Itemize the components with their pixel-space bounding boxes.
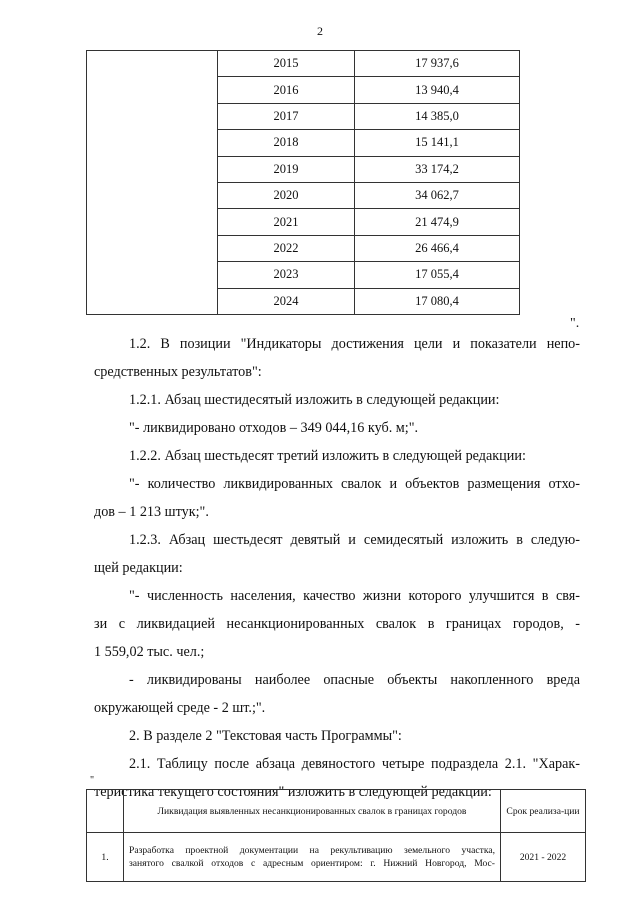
text-line: "- количество ликвидированных свалок и объектов размещения отхо- <box>129 476 580 492</box>
row-term-cell: 2021 - 2022 <box>501 833 586 882</box>
text-line: окружающей среде - 2 шт.;". <box>94 700 266 716</box>
text-line: 1.2.1. Абзац шестидесятый изложить в следующей редакции: <box>129 392 500 408</box>
text-line: теристика текущего состояния" изложить в следующей редакции: <box>94 784 492 800</box>
paragraph-1-2-2 <box>94 442 580 470</box>
blank-cell <box>87 51 218 315</box>
text-line: средственных результатов": <box>94 364 262 380</box>
value-cell: 26 466,4 <box>355 235 520 261</box>
text-line: - ликвидированы наиболее опасные объекты накопленного вреда <box>129 672 580 688</box>
value-cell: 34 062,7 <box>355 182 520 208</box>
years-table <box>86 50 520 315</box>
text-line: 1.2.3. Абзац шестьдесят девятый и семидесятый изложить в следую- <box>129 532 580 548</box>
quote-population <box>94 582 580 666</box>
year-cell: 2015 <box>218 51 355 77</box>
text-line: "- численность населения, качество жизни которого улучшится в свя- <box>129 588 580 604</box>
header-term-cell: Срок реализа-ции <box>501 790 586 833</box>
paragraph-1-2 <box>94 330 580 386</box>
dumps-table <box>86 789 586 882</box>
table-row <box>87 51 520 77</box>
year-cell: 2017 <box>218 103 355 129</box>
table-header-row <box>87 790 586 833</box>
page-number: 2 <box>317 24 323 38</box>
year-cell: 2016 <box>218 77 355 103</box>
text-line: 2.1. Таблицу после абзаца девяностого четыре подраздела 2.1. "Харак- <box>129 756 580 772</box>
year-cell: 2021 <box>218 209 355 235</box>
text-line: 1.2.2. Абзац шестьдесят третий изложить в следующей редакции: <box>129 448 526 464</box>
year-cell: 2020 <box>218 182 355 208</box>
opening-quote-mark: " <box>90 775 95 786</box>
row-desc-cell <box>124 833 501 882</box>
table-row <box>87 833 586 882</box>
value-cell: 17 937,6 <box>355 51 520 77</box>
paragraph-1-2-1 <box>94 386 580 414</box>
paragraph-1-2-3 <box>94 526 580 582</box>
header-title-cell: Ликвидация выявленных несанкционированных свалок в границах городов <box>124 790 501 833</box>
text-line: Разработка проектной документации на рекультивацию земельного участка, <box>129 845 495 856</box>
year-cell: 2024 <box>218 288 355 314</box>
text-line: "- ликвидировано отходов – 349 044,16 куб. м;". <box>129 420 419 436</box>
text-line: дов – 1 213 штук;". <box>94 504 209 520</box>
year-cell: 2019 <box>218 156 355 182</box>
text-line: зи с ликвидацией несанкционированных свалок в границах городов, - <box>94 616 580 632</box>
value-cell: 14 385,0 <box>355 103 520 129</box>
value-cell: 17 080,4 <box>355 288 520 314</box>
year-cell: 2022 <box>218 235 355 261</box>
quote-1-2-2 <box>94 470 580 526</box>
value-cell: 13 940,4 <box>355 77 520 103</box>
header-num-cell <box>87 790 124 833</box>
text-line: 2. В разделе 2 "Текстовая часть Программы": <box>129 728 402 744</box>
paragraph-2 <box>94 722 580 750</box>
text-line: 1.2. В позиции "Индикаторы достижения цели и показатели непо- <box>129 336 580 352</box>
text-line: 1 559,02 тыс. чел.; <box>94 644 205 660</box>
year-cell: 2023 <box>218 262 355 288</box>
row-num-cell: 1. <box>87 833 124 882</box>
year-cell: 2018 <box>218 130 355 156</box>
value-cell: 15 141,1 <box>355 130 520 156</box>
text-line: занятого свалкой отходов с адресным ориентиром: г. Нижний Новгород, Мос- <box>129 858 495 869</box>
value-cell: 21 474,9 <box>355 209 520 235</box>
text-line: щей редакции: <box>94 560 183 576</box>
closing-quote: ". <box>570 316 580 331</box>
quote-hazard-objects <box>94 666 580 722</box>
value-cell: 17 055,4 <box>355 262 520 288</box>
value-cell: 33 174,2 <box>355 156 520 182</box>
quote-1-2-1 <box>94 414 580 442</box>
